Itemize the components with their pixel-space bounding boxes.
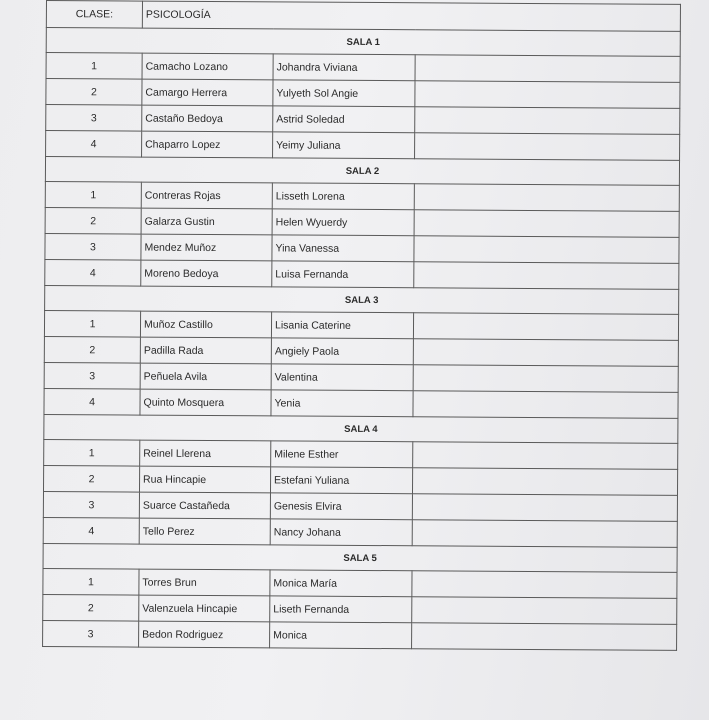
student-row xyxy=(43,465,677,495)
class-header-row xyxy=(46,1,680,32)
blank-cell xyxy=(412,468,677,496)
student-first-name: Milene Esther xyxy=(271,441,413,468)
sala-title: SALA 1 xyxy=(46,28,680,57)
blank-cell xyxy=(412,571,677,599)
student-first-name: Yeimy Juliana xyxy=(273,132,415,159)
roster-body xyxy=(43,1,681,651)
blank-cell xyxy=(415,133,680,161)
student-row xyxy=(46,79,680,109)
sala-header-row xyxy=(43,543,677,572)
blank-cell xyxy=(412,520,677,548)
student-last-name: Peñuela Avila xyxy=(140,363,271,390)
student-row xyxy=(45,207,679,237)
student-first-name: Estefani Yuliana xyxy=(270,467,412,494)
student-row xyxy=(43,568,677,598)
student-row xyxy=(43,491,677,521)
student-last-name: Valenzuela Hincapie xyxy=(139,595,270,622)
class-name: PSICOLOGÍA xyxy=(142,1,680,31)
blank-cell xyxy=(412,597,677,625)
student-row xyxy=(43,620,677,650)
student-number: 3 xyxy=(43,620,139,647)
blank-cell xyxy=(414,236,679,264)
class-label: CLASE: xyxy=(46,1,142,29)
student-last-name: Moreno Bedoya xyxy=(141,260,272,287)
student-last-name: Bedon Rodriguez xyxy=(139,621,270,648)
blank-cell xyxy=(415,107,680,135)
student-number: 2 xyxy=(43,594,139,621)
student-first-name: Luisa Fernanda xyxy=(272,261,414,288)
student-number: 4 xyxy=(46,131,142,158)
student-number: 4 xyxy=(43,517,139,544)
sala-title: SALA 3 xyxy=(45,285,679,314)
student-first-name: Astrid Soledad xyxy=(273,106,415,133)
student-row xyxy=(46,53,680,83)
student-first-name: Lisseth Lorena xyxy=(272,183,414,210)
student-row xyxy=(44,439,678,469)
student-last-name: Mendez Muñoz xyxy=(141,234,272,261)
student-number: 4 xyxy=(45,259,141,286)
student-row xyxy=(46,105,680,135)
sala-header-row xyxy=(44,414,678,443)
student-last-name: Contreras Rojas xyxy=(141,182,272,209)
blank-cell xyxy=(415,55,680,83)
student-row xyxy=(44,362,678,392)
student-number: 1 xyxy=(45,181,141,208)
student-number: 1 xyxy=(44,310,140,337)
blank-cell xyxy=(414,210,679,238)
student-number: 2 xyxy=(45,207,141,234)
student-row xyxy=(45,233,679,263)
student-last-name: Torres Brun xyxy=(139,569,270,596)
student-first-name: Lisania Caterine xyxy=(271,312,413,339)
blank-cell xyxy=(412,494,677,522)
student-first-name: Yina Vanessa xyxy=(272,235,414,262)
student-last-name: Reinel Llerena xyxy=(140,440,271,467)
student-first-name: Nancy Johana xyxy=(270,519,412,546)
student-number: 4 xyxy=(44,388,140,415)
student-first-name: Yenia xyxy=(271,390,413,417)
sala-header-row xyxy=(45,285,679,314)
student-first-name: Yulyeth Sol Angie xyxy=(273,80,415,107)
student-number: 1 xyxy=(43,568,139,595)
student-last-name: Camargo Herrera xyxy=(142,79,273,106)
student-row xyxy=(44,336,678,366)
student-first-name: Helen Wyuerdy xyxy=(272,209,414,236)
student-row xyxy=(45,181,679,211)
student-number: 1 xyxy=(44,439,140,466)
student-last-name: Tello Perez xyxy=(139,518,270,545)
sala-header-row xyxy=(45,157,679,186)
student-first-name: Liseth Fernanda xyxy=(270,596,412,623)
student-last-name: Muñoz Castillo xyxy=(140,311,271,338)
student-row xyxy=(46,131,680,161)
sala-header-row xyxy=(46,28,680,57)
student-last-name: Padilla Rada xyxy=(140,337,271,364)
student-number: 3 xyxy=(45,233,141,260)
student-number: 3 xyxy=(43,491,139,518)
student-last-name: Suarce Castañeda xyxy=(139,492,270,519)
student-last-name: Galarza Gustin xyxy=(141,208,272,235)
student-first-name: Monica María xyxy=(270,570,412,597)
blank-cell xyxy=(415,81,680,109)
student-number: 1 xyxy=(46,53,142,80)
student-first-name: Valentina xyxy=(271,364,413,391)
student-row xyxy=(45,259,679,289)
blank-cell xyxy=(414,184,679,212)
sala-title: SALA 5 xyxy=(43,543,677,572)
student-first-name: Angiely Paola xyxy=(271,338,413,365)
student-number: 2 xyxy=(46,79,142,106)
class-roster-table xyxy=(42,0,681,651)
student-first-name: Monica xyxy=(270,622,412,649)
student-number: 3 xyxy=(46,105,142,132)
blank-cell xyxy=(412,623,677,651)
blank-cell xyxy=(413,442,678,470)
student-row xyxy=(44,388,678,418)
student-last-name: Quinto Mosquera xyxy=(140,389,271,416)
blank-cell xyxy=(413,339,678,367)
sala-title: SALA 2 xyxy=(45,157,679,186)
student-number: 3 xyxy=(44,362,140,389)
blank-cell xyxy=(413,365,678,393)
student-row xyxy=(43,517,677,547)
student-row xyxy=(44,310,678,340)
blank-cell xyxy=(413,391,678,419)
student-first-name: Genesis Elvira xyxy=(270,493,412,520)
student-last-name: Castaño Bedoya xyxy=(142,105,273,132)
student-number: 2 xyxy=(43,465,139,492)
student-last-name: Chaparro Lopez xyxy=(142,131,273,158)
sala-title: SALA 4 xyxy=(44,414,678,443)
student-last-name: Camacho Lozano xyxy=(142,53,273,80)
student-last-name: Rua Hincapie xyxy=(139,466,270,493)
blank-cell xyxy=(414,262,679,290)
blank-cell xyxy=(413,313,678,341)
student-first-name: Johandra Viviana xyxy=(273,54,415,81)
student-row xyxy=(43,594,677,624)
student-number: 2 xyxy=(44,336,140,363)
